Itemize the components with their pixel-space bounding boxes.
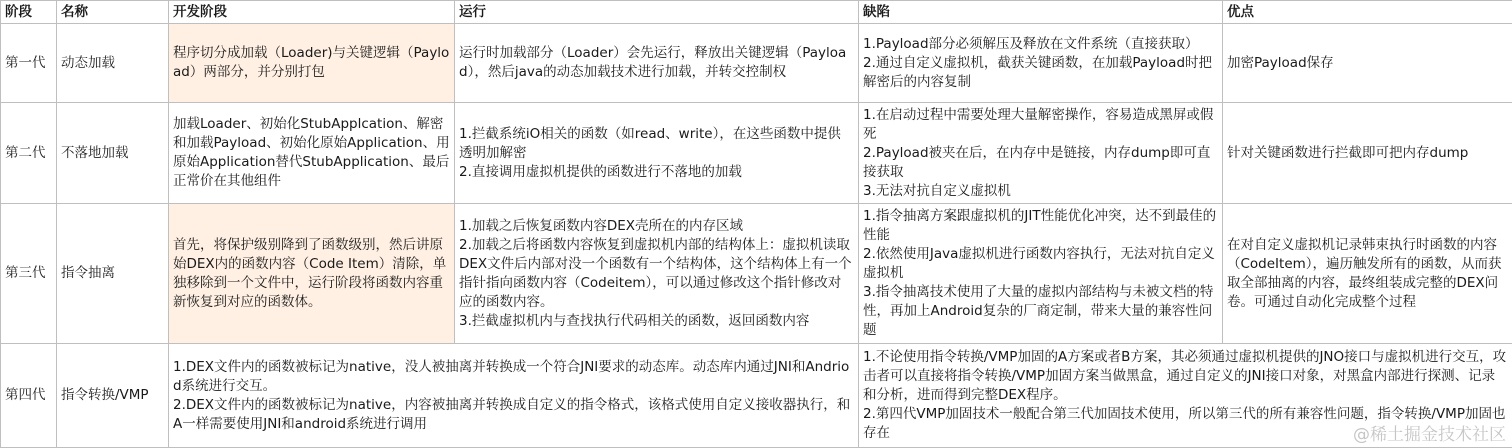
cell-defect: 1.在启动过程中需要处理大量解密操作，容易造成黑屏或假死 2.Payload被夹在后，在内存中是链接，内存dump即可直接获取 3.无法对抗自定义虚拟机 xyxy=(859,103,1223,204)
watermark: @稀土掘金技术社区 xyxy=(1353,420,1506,445)
table-row xyxy=(1,204,1512,344)
cell-run: 1.拦截系统iO相关的函数（如read、write），在这些函数中提供透明加解密 2.直接调用虚拟机提供的函数进行不落地的加载 xyxy=(455,103,859,204)
table-row xyxy=(1,344,1512,448)
header-stage: 阶段 xyxy=(1,1,57,24)
cell-name: 不落地加载 xyxy=(57,103,169,204)
cell-stage: 第一代 xyxy=(1,24,57,103)
cell-defectmerit: 1.不论使用指令转换/VMP加固的A方案或者B方案，其必须通过虚拟机提供的JNO接口与虚拟机进行交互，攻击者可以直接将指令转换/VMP加固方案当做黑盒，通过自定义的JNI接口对象，对黑盒内部进行探测、记录和分析，进而得到完整DEX程序。 2.第四代VMP加固技术一般配合第三代加固技术使用，所以第三代的所有兼容性问题，指令转换/VMP加固也存在 xyxy=(859,344,1512,448)
header-dev: 开发阶段 xyxy=(169,1,455,24)
header-name: 名称 xyxy=(57,1,169,24)
cell-devrun: 1.DEX文件内的函数被标记为native，没人被抽离并转换成一个符合JNI要求的动态库。动态库内通过JNI和Andriod系统进行交互。 2.DEX文件内的函数被标记为native，内容被抽离并转换成自定义的指令格式，该格式使用自定义接收器执行，和A一样需要使用JNI和android系统进行调用 xyxy=(169,344,859,448)
cell-name: 动态加载 xyxy=(57,24,169,103)
cell-dev: 首先，将保护级别降到了函数级别，然后讲原始DEX内的函数内容（Code Item）清除，单独移除到一个文件中，运行阶段将函数内容重新恢复到对应的函数体。 xyxy=(169,204,455,344)
cell-name: 指令转换/VMP xyxy=(57,344,169,448)
cell-name: 指令抽离 xyxy=(57,204,169,344)
cell-stage: 第四代 xyxy=(1,344,57,448)
cell-merit: 针对关键函数进行拦截即可把内存dump xyxy=(1223,103,1512,204)
header-defect: 缺陷 xyxy=(859,1,1223,24)
cell-stage: 第三代 xyxy=(1,204,57,344)
table-row xyxy=(1,103,1512,204)
cell-merit: 在对自定义虚拟机记录韩束执行时函数的内容（CodeItem），遍历触发所有的函数，从而获取全部抽离的内容，最终组装成完整的DEX问卷。可通过自动化完成整个过程 xyxy=(1223,204,1512,344)
table-row xyxy=(1,24,1512,103)
cell-dev: 加载Loader、初始化StubApplcation、解密和加载Payload、初始化原始Application、用原始Application替代StubApplication、最后正常价在其他组件 xyxy=(169,103,455,204)
cell-defect: 1.指令抽离方案跟虚拟机的JIT性能优化冲突，达不到最佳的性能 2.依然使用Java虚拟机进行函数内容执行，无法对抗自定义虚拟机 3.指令抽离技术使用了大量的虚拟内部结构与未被文档的特性，再加上Android复杂的厂商定制，带来大量的兼容性问题 xyxy=(859,204,1223,344)
cell-defect: 1.Payload部分必须解压及释放在文件系统（直接获取） 2.通过自定义虚拟机，截获关键函数，在加载Payload时把解密后的内容复制 xyxy=(859,24,1223,103)
cell-stage: 第二代 xyxy=(1,103,57,204)
cell-run: 运行时加载部分（Loader）会先运行，释放出关键逻辑（Payload），然后java的动态加载技术进行加载，并转交控制权 xyxy=(455,24,859,103)
cell-merit: 加密Payload保存 xyxy=(1223,24,1512,103)
header-merit: 优点 xyxy=(1223,1,1512,24)
header-run: 运行 xyxy=(455,1,859,24)
cell-run: 1.加载之后恢复函数内容DEX壳所在的内存区域 2.加载之后将函数内容恢复到虚拟机内部的结构体上：虚拟机读取DEX文件后内部对没一个函数有一个结构体，这个结构体上有一个指针指向函数内容（Codeitem），可以通过修改这个指针修改对应的函数内容。 3.拦截虚拟机内与查找执行代码相关的函数，返回函数内容 xyxy=(455,204,859,344)
header-row xyxy=(1,1,1512,24)
cell-dev: 程序切分成加载（Loader)与关键逻辑（Payload）两部分，并分别打包 xyxy=(169,24,455,103)
